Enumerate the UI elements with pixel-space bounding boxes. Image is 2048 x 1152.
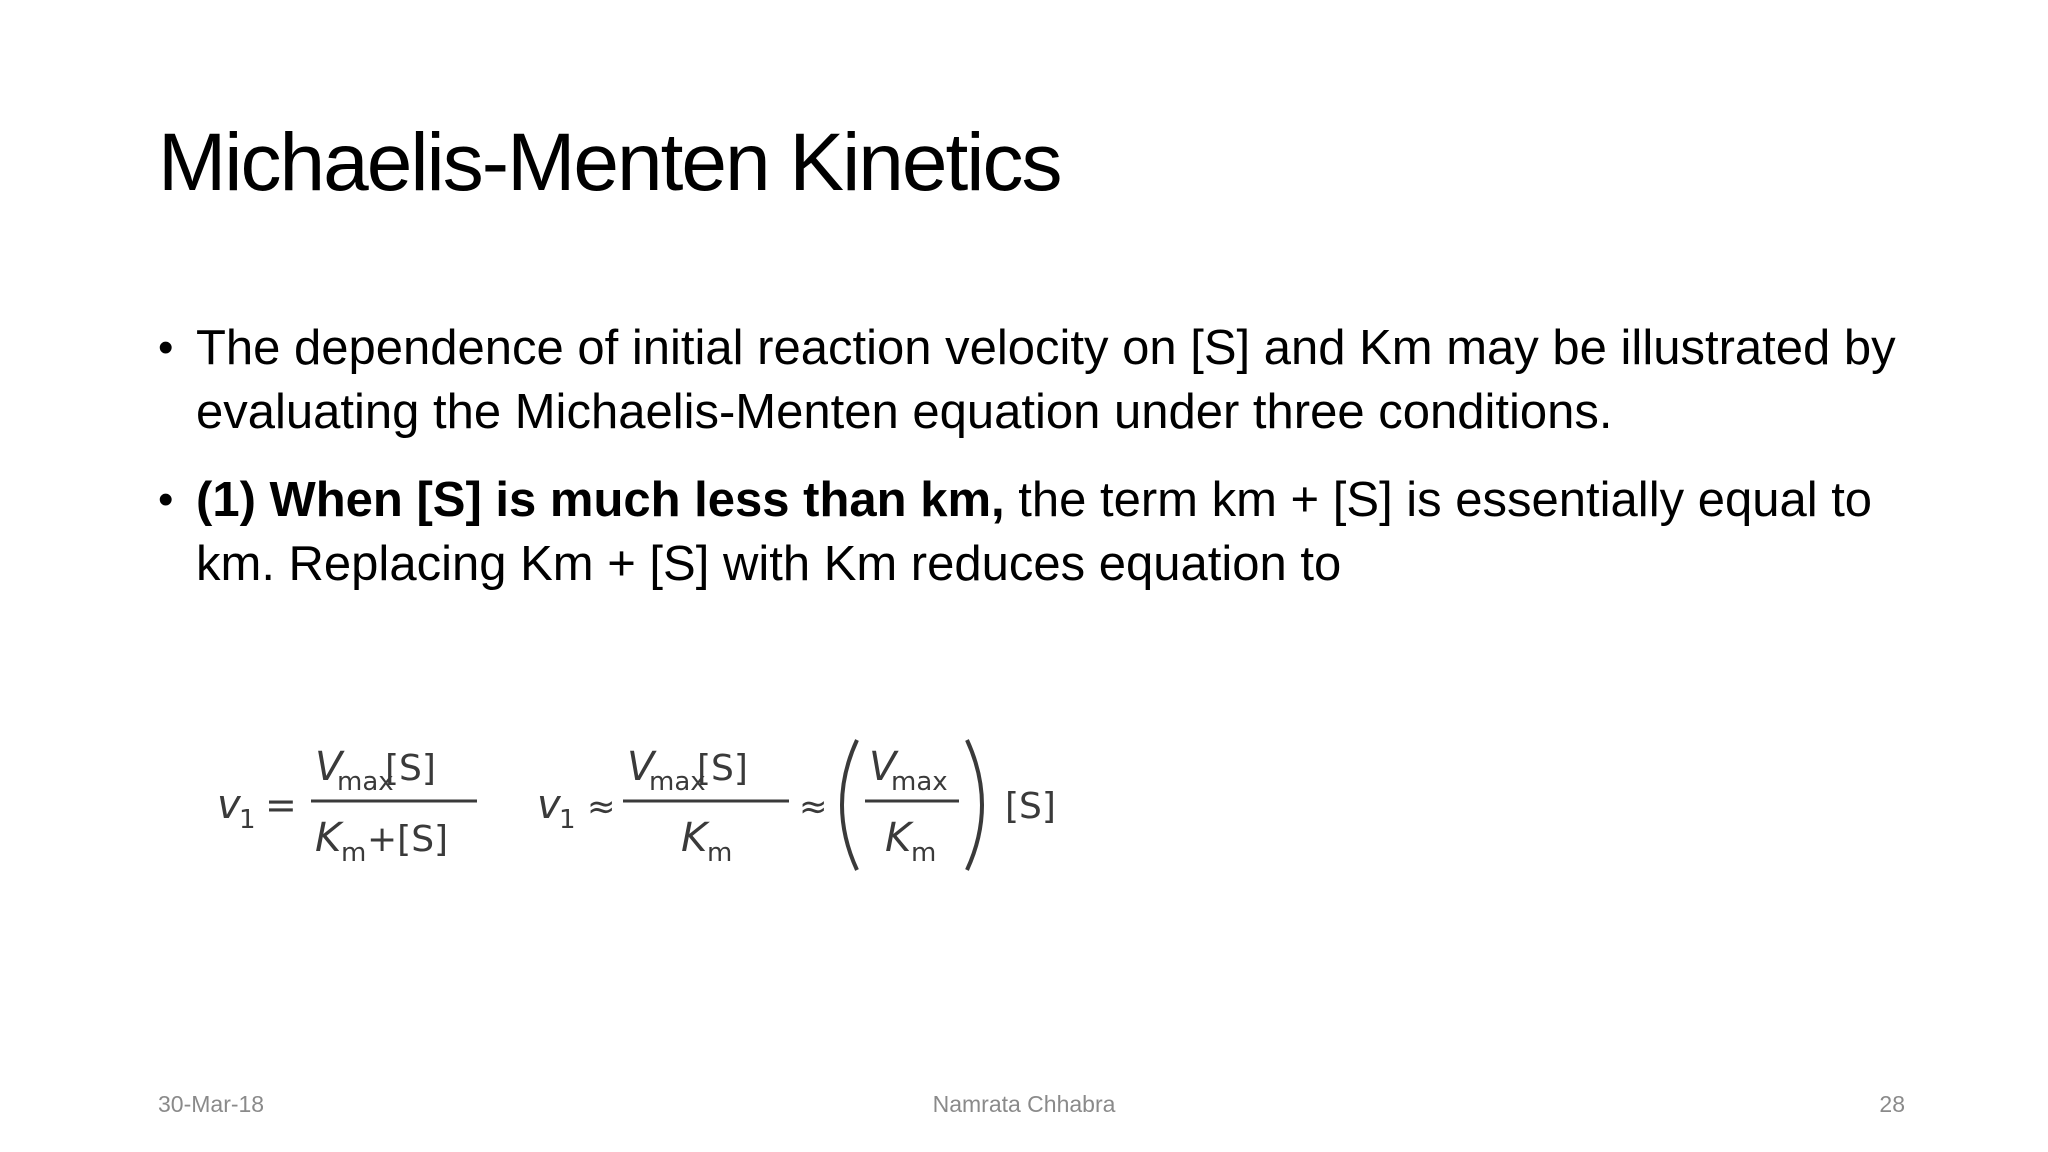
equation-approx: [537, 740, 1056, 870]
eq2-km-k: K: [681, 815, 708, 861]
footer-page-number: 28: [1879, 1091, 1905, 1117]
eq2-paren-km-k: K: [885, 815, 912, 861]
eq1-km-k: K: [315, 815, 342, 861]
michaelis-menten-equations: [215, 730, 1075, 880]
eq2-paren-km-sub: m: [911, 838, 937, 868]
footer-date: 30-Mar-18: [158, 1091, 265, 1117]
eq2-right-paren: [967, 740, 982, 870]
eq1-km-sub: m: [341, 838, 367, 868]
eq1-s: [S]: [385, 748, 436, 789]
eq2-paren-vmax-sub: max: [891, 767, 948, 797]
eq2-approx-2: ≈: [799, 787, 828, 827]
bullet-icon: •: [158, 323, 174, 372]
eq1-vmax-v: V: [315, 744, 343, 790]
eq2-paren-vmax-v: V: [869, 744, 897, 790]
eq2-km-sub: m: [707, 838, 733, 868]
eq2-vmax-v: V: [627, 744, 655, 790]
eq1-vmax-sub: max: [337, 767, 394, 797]
equation-full: [217, 744, 477, 868]
eq2-v: v: [537, 782, 561, 828]
footer-author: Namrata Chhabra: [932, 1091, 1116, 1117]
eq2-left-paren: [842, 740, 857, 870]
eq2-v-subscript: 1: [559, 805, 576, 835]
bullet-item: [158, 468, 1918, 596]
bullet-text: The dependence of initial reaction velocity on [S] and Km may be illustrated by evaluating the Michaelis-Menten equation under three conditions.: [196, 321, 1896, 439]
eq1-v-subscript: 1: [239, 805, 256, 835]
eq1-equals: =: [265, 783, 297, 827]
bullet-item: [158, 316, 1918, 444]
eq1-plus-s: +[S]: [367, 819, 449, 860]
slide-title: Michaelis-Menten Kinetics: [158, 117, 1061, 208]
bullet-icon: •: [158, 475, 174, 524]
eq1-v: v: [217, 782, 241, 828]
bullet-text: the term km + [S] is essentially equal to km. Replacing Km + [S] with Km reduces equation to: [196, 473, 1873, 591]
eq2-approx-1: ≈: [587, 787, 616, 827]
eq2-vmax-sub: max: [649, 767, 706, 797]
bullet-list: [158, 316, 1918, 620]
bullet-bold-text: (1) When [S] is much less than km,: [196, 473, 1005, 527]
eq2-trailing-s: [S]: [1005, 786, 1056, 827]
eq2-s: [S]: [697, 748, 748, 789]
